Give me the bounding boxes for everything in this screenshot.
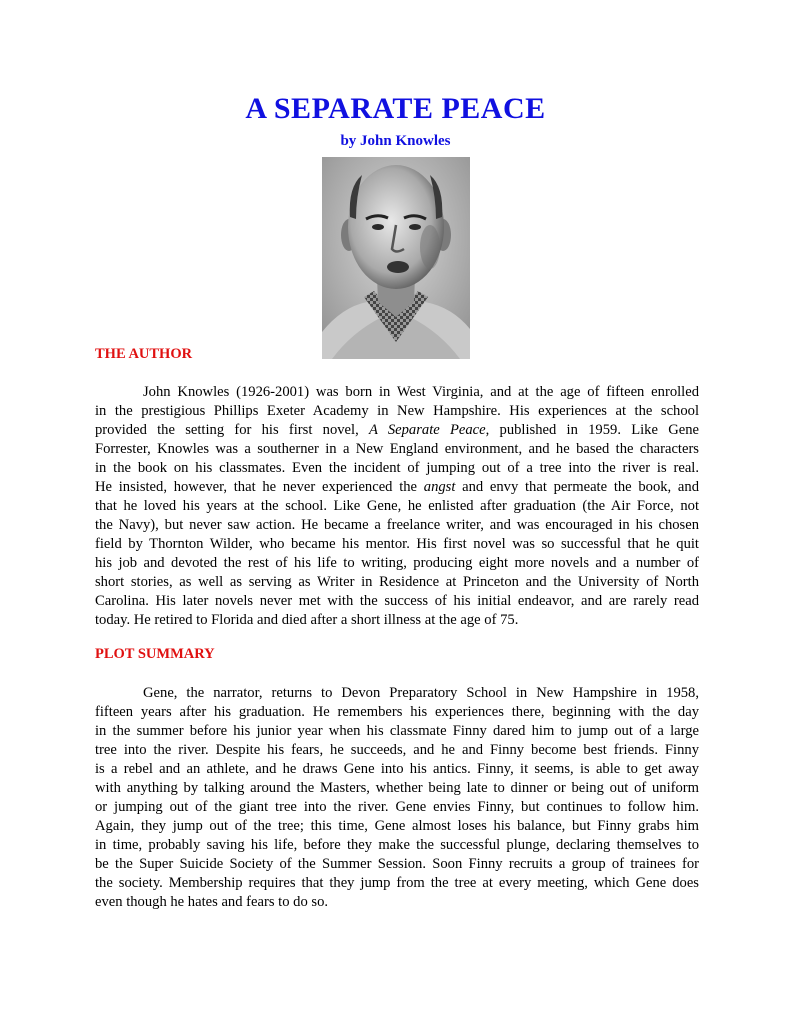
text-line: today. He retired to Florida and died after a short illness at the age of 75. <box>95 612 519 628</box>
document-byline: by John Knowles <box>340 133 451 149</box>
text-line: in the summer before his junior year when his classmate Finny dared him to jump out of a large <box>95 723 699 739</box>
text-fragment: and envy that permeate the book, and <box>455 479 700 495</box>
author-portrait-photo <box>322 157 470 359</box>
text-line: that he loved his years at the school. Like Gene, he enlisted after graduation (the Air Force, not <box>95 498 699 514</box>
text-line: Forrester, Knowles was a southerner in a New England environment, and he based the characters <box>95 441 699 457</box>
text-line: in the book on his classmates. Even the incident of jumping out of a tree into the river is real. <box>95 460 699 476</box>
text-line: or jumping out of the giant tree into the river. Gene envies Finny, but continues to follow him. <box>95 799 699 815</box>
text-line <box>95 478 699 497</box>
text-line: the society. Membership requires that they jump from the tree at every meeting, which Gene does <box>95 875 699 891</box>
text-fragment: provided the setting for his first novel, <box>95 422 369 438</box>
section-heading-author: THE AUTHOR <box>95 346 193 362</box>
text-line: the Navy), but never saw action. He became a freelance writer, and was encouraged in his chosen <box>95 517 699 533</box>
text-line: John Knowles (1926-2001) was born in West Virginia, and at the age of fifteen enrolled <box>143 384 699 400</box>
text-line: even though he hates and fears to do so. <box>95 894 329 910</box>
text-line: be the Super Suicide Society of the Summer Session. Soon Finny recruits a group of trainees for <box>95 856 699 872</box>
text-line: in time, probably saving his life, before they make the successful plunge, declaring themselves to <box>95 837 699 853</box>
text-line: his job and devoted the rest of his life to writing, producing eight more novels and a number of <box>95 555 699 571</box>
document-title: A SEPARATE PEACE <box>245 92 546 125</box>
text-line: field by Thornton Wilder, who became his mentor. His first novel was so successful that he quit <box>95 536 699 552</box>
text-line: short stories, as well as serving as Writer in Residence at Princeton and the University of North <box>95 574 699 590</box>
plot-summary-paragraph <box>95 684 699 912</box>
angst-italic: angst <box>423 479 456 495</box>
author-paragraph <box>95 383 699 630</box>
text-fragment: , published in 1959. Like Gene <box>485 422 699 438</box>
novel-title-italic: A Separate Peace <box>368 422 486 438</box>
text-line: in the prestigious Phillips Exeter Academy in New Hampshire. His experiences at the school <box>95 403 699 419</box>
text-line: Carolina. His later novels never met with the success of his initial endeavor, and are rarely read <box>95 593 699 609</box>
text-line: fifteen years after his graduation. He remembers his experiences there, beginning with the day <box>95 704 699 720</box>
text-fragment: He insisted, however, that he never experienced the <box>95 479 424 495</box>
text-line: is a rebel and an athlete, and he draws Gene into his antics. Finny, it seems, is able to get away <box>95 761 699 777</box>
text-line <box>95 421 699 440</box>
text-line: with anything by talking around the Masters, whether being late to dinner or being out of uniform <box>95 780 699 796</box>
section-heading-plot-summary: PLOT SUMMARY <box>95 646 215 662</box>
text-line: tree into the river. Despite his fears, he succeeds, and he and Finny become best friends. Finny <box>95 742 699 758</box>
author-portrait-icon <box>322 157 470 359</box>
text-line: Gene, the narrator, returns to Devon Preparatory School in New Hampshire in 1958, <box>143 685 699 701</box>
text-line: Again, they jump out of the tree; this time, Gene almost loses his balance, but Finny grabs him <box>95 818 699 834</box>
